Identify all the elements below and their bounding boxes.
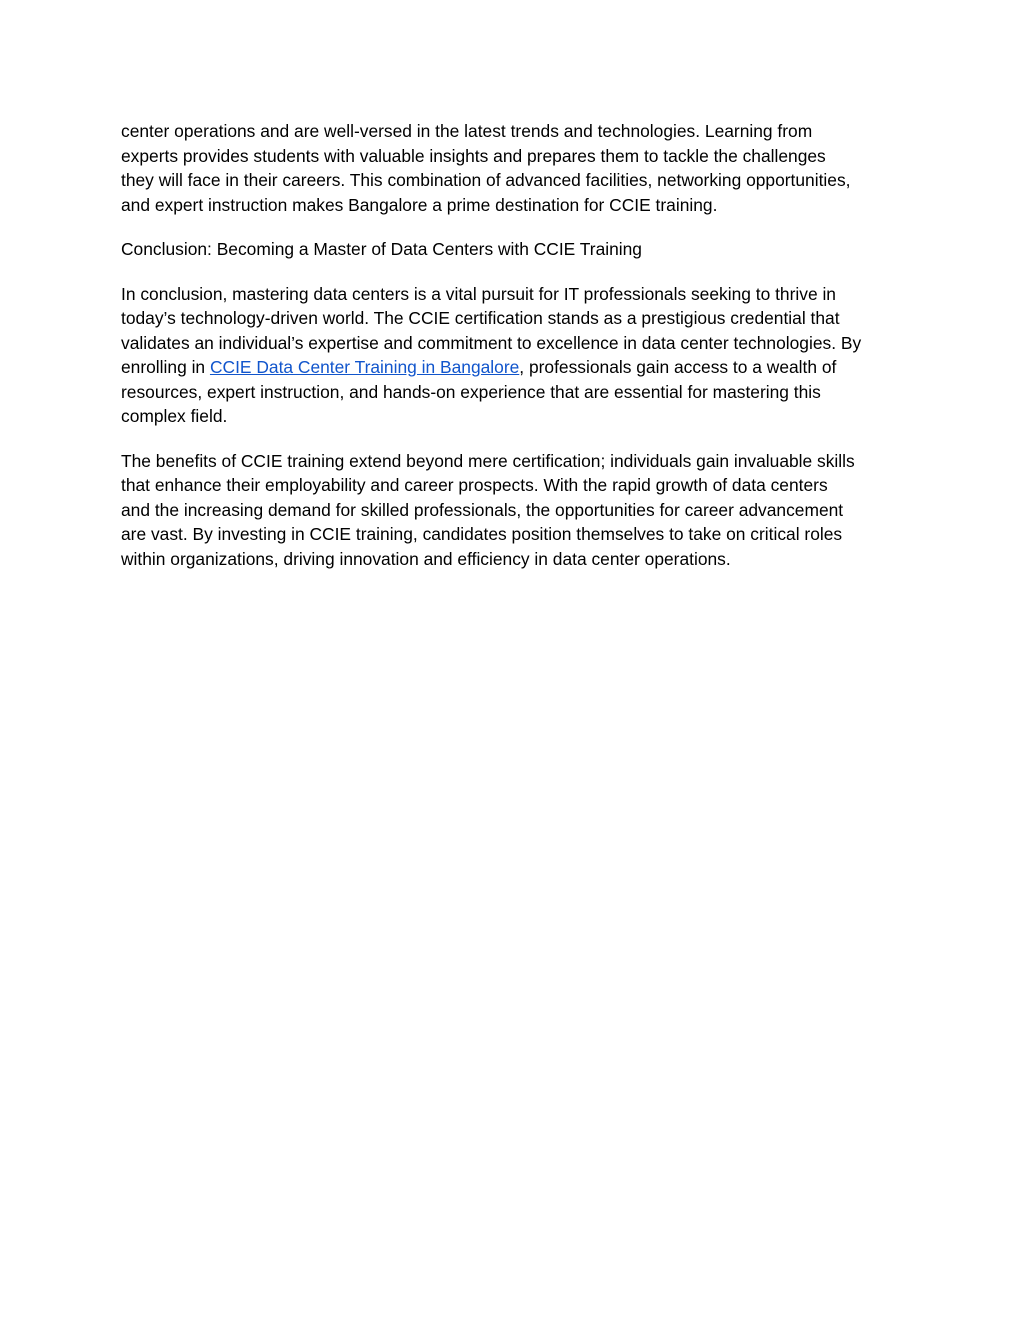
text-line: In conclusion, mastering data centers is a vital pursuit for IT professionals seeking to thrive in (121, 283, 836, 304)
text-line: are vast. By investing in CCIE training, candidates position themselves to take on critical roles (121, 524, 843, 544)
text-line: and the increasing demand for skilled professionals, the opportunities for career advancement (121, 499, 844, 520)
text-line: that enhance their employability and career prospects. With the rapid growth of data centers (121, 475, 828, 495)
paragraph-conclusion (121, 282, 921, 429)
paragraph-facilities (121, 119, 921, 217)
text-line (121, 355, 921, 380)
text-line: The benefits of CCIE training extend beyond mere certification; individuals gain invaluable skills (121, 450, 855, 471)
text-line: within organizations, driving innovation and efficiency in data center operations. (121, 548, 731, 569)
paragraph-benefits (121, 449, 921, 572)
conclusion-heading (121, 237, 921, 262)
text-line: today’s technology-driven world. The CCIE certification stands as a prestigious credential that (121, 308, 840, 328)
text-line: and expert instruction makes Bangalore a prime destination for CCIE training. (121, 194, 718, 215)
heading-text: Conclusion: Becoming a Master of Data Centers with CCIE Training (121, 239, 642, 259)
text-before-link: enrolling in (121, 357, 210, 377)
text-line: resources, expert instruction, and hands-on experience that are essential for mastering this (121, 381, 821, 402)
ccie-training-link[interactable]: CCIE Data Center Training in Bangalore (209, 357, 520, 377)
text-line: validates an individual’s expertise and commitment to excellence in data center technologies. By (121, 332, 862, 353)
text-line: they will face in their careers. This combination of advanced facilities, networking opportunities, (121, 170, 851, 190)
document-page (121, 119, 921, 591)
text-line: center operations and are well-versed in the latest trends and technologies. Learning from (121, 121, 813, 141)
text-line: experts provides students with valuable insights and prepares them to tackle the challenges (121, 145, 826, 166)
text-after-link: , professionals gain access to a wealth of (519, 357, 837, 377)
text-line: complex field. (121, 406, 228, 426)
